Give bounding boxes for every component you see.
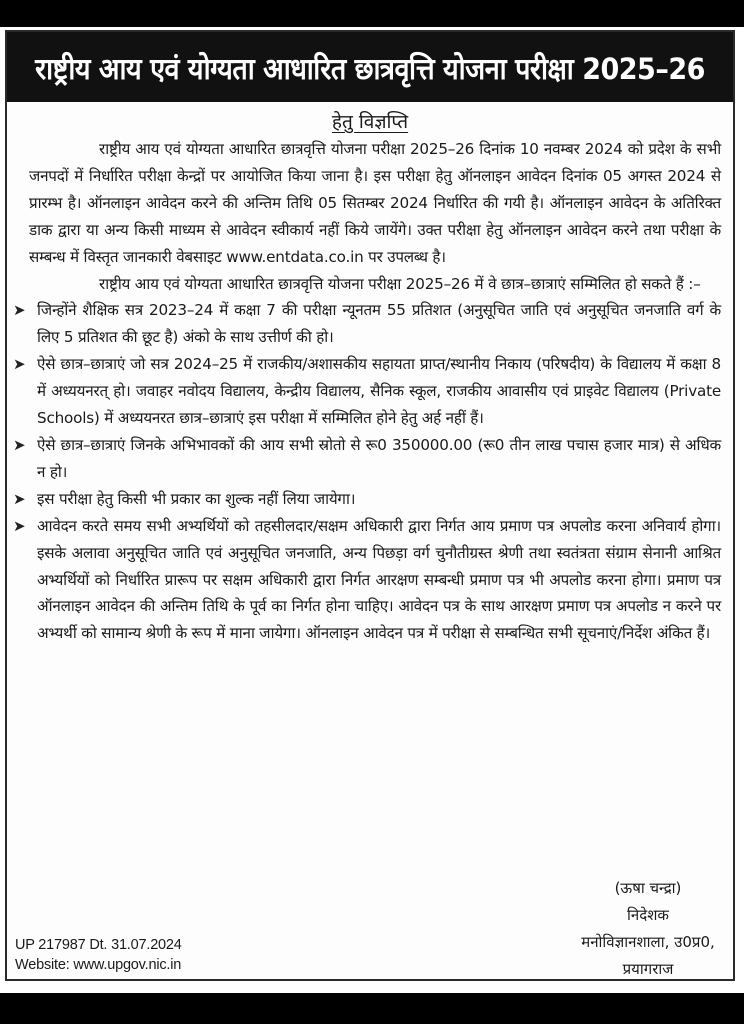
notice-content bbox=[15, 136, 721, 647]
footer-reference-block bbox=[15, 935, 182, 975]
notice-title: राष्ट्रीय आय एवं योग्यता आधारित छात्रवृत्ति योजना परीक्षा 2025–26 bbox=[35, 52, 705, 87]
eligibility-bullet bbox=[15, 486, 721, 513]
signatory-city: प्रयागराज bbox=[622, 960, 674, 978]
notice-subheading-wrap bbox=[7, 108, 733, 134]
reference-number: UP 217987 Dt. 31.07.2024 bbox=[15, 937, 182, 953]
signatory-name: (ऊषा चन्द्रा) bbox=[614, 879, 682, 897]
signature-block bbox=[573, 875, 723, 983]
notice-document bbox=[5, 30, 735, 981]
eligibility-bullet bbox=[15, 432, 721, 486]
arrowhead-bullet-icon: ➤ bbox=[13, 355, 26, 374]
website-link[interactable]: Website: www.upgov.nic.in bbox=[15, 957, 182, 973]
bullet-text: इस परीक्षा हेतु किसी भी प्रकार का शुल्क नहीं लिया जायेगा। bbox=[37, 489, 356, 508]
bullet-text: जिन्होंने शैक्षिक सत्र 2023–24 में कक्षा 7 की परीक्षा न्यूनतम 55 प्रतिशत (अनुसूचित जाति एवं अनुसूचित जनजाति वर्ग के लिए 5 प्रतिशत की छूट है) अंको के साथ उत्तीर्ण की हो। bbox=[37, 301, 721, 347]
bullet-text: ऐसे छात्र–छात्राएं जो सत्र 2024–25 में राजकीय/अशासकीय सहायता प्राप्त/स्थानीय निकाय (परिषदीय) के विद्यालय में कक्षा 8 में अध्ययनरत् हो। जवाहर नवोदय विद्यालय, केन्द्रीय विद्यालय, सैनिक स्कूल, राजकीय आवासीय एवं प्राइवेट विद्यालय (Private Schools) में अध्ययनरत छात्र–छात्राएं इस परीक्षा में सम्मिलित होने हेतु अर्ह नहीं हैं। bbox=[37, 355, 721, 428]
arrowhead-bullet-icon: ➤ bbox=[13, 301, 26, 320]
arrowhead-bullet-icon: ➤ bbox=[13, 489, 26, 508]
arrowhead-bullet-icon: ➤ bbox=[13, 516, 26, 535]
signatory-designation: निदेशक bbox=[627, 906, 669, 924]
arrowhead-bullet-icon: ➤ bbox=[13, 435, 26, 454]
notice-subheading: हेतु विज्ञप्ति bbox=[331, 111, 409, 133]
bullet-text: ऐसे छात्र–छात्राएं जिनके अभिभावकों की आय सभी स्रोतो से रू0 350000.00 (रू0 तीन लाख पचास हजार मात्र) से अधिक न हो। bbox=[37, 435, 721, 481]
bottom-black-bar bbox=[0, 993, 744, 1024]
top-black-bar bbox=[0, 0, 744, 27]
eligibility-bullet bbox=[15, 297, 721, 351]
title-band bbox=[7, 32, 733, 102]
paragraph-eligibility-intro: राष्ट्रीय आय एवं योग्यता आधारित छात्रवृत्ति योजना परीक्षा 2025–26 में वे छात्र–छात्राएं सम्मिलित हो सकते हैं :– bbox=[99, 274, 701, 293]
bullet-text: आवेदन करते समय सभी अभ्यर्थियों को तहसीलदार/सक्षम अधिकारी द्वारा निर्गत आय प्रमाण पत्र अपलोड करना अनिवार्य होगा। इसके अलावा अनुसूचित जाति एवं अनुसूचित जनजाति, अन्य पिछड़ा वर्ग चुनौतीग्रस्त श्रेणी तथा स्वतंत्रता संग्राम सेनानी आश्रित अभ्यर्थियों को निर्धारित प्रारूप पर सक्षम अधिकारी द्वारा निर्गत आरक्षण सम्बन्धी प्रमाण पत्र भी अपलोड करना होगा। प्रमाण पत्र ऑनलाइन आवेदन की अन्तिम तिथि के पूर्व का निर्गत होना चाहिए। आवेदन पत्र के साथ आरक्षण प्रमाण पत्र अपलोड न करने पर अभ्यर्थी को सामान्य श्रेणी के रूप में माना जायेगा। ऑनलाइन आवेदन पत्र में परीक्षा से सम्बन्धित सभी सूचनाएं/निर्देश अंकित हैं। bbox=[37, 516, 721, 643]
signatory-office: मनोविज्ञानशाला, उ0प्र0, bbox=[581, 933, 715, 951]
eligibility-bullet bbox=[15, 351, 721, 432]
eligibility-bullet bbox=[15, 513, 721, 648]
paragraph-exam-schedule: राष्ट्रीय आय एवं योग्यता आधारित छात्रवृत्ति योजना परीक्षा 2025–26 दिनांक 10 नवम्बर 2024 को प्रदेश के सभी जनपदों में निर्धारित परीक्षा केन्द्रों पर आयोजित किया जाना है। इस परीक्षा हेतु ऑनलाइन आवेदन दिनांक 05 अगस्त 2024 से प्रारम्भ है। ऑनलाइन आवेदन करने की अन्तिम तिथि 05 सितम्बर 2024 निर्धारित की गयी है। ऑनलाइन आवेदन के अतिरिक्त डाक द्वारा या अन्य किसी माध्यम से आवेदन स्वीकार्य नहीं किये जायेंगे। उक्त परीक्षा हेतु ऑनलाइन आवेदन करने तथा परीक्षा के सम्बन्ध में विस्तृत जानकारी वेबसाइट www.entdata.co.in पर उपलब्ध है। bbox=[29, 140, 721, 266]
